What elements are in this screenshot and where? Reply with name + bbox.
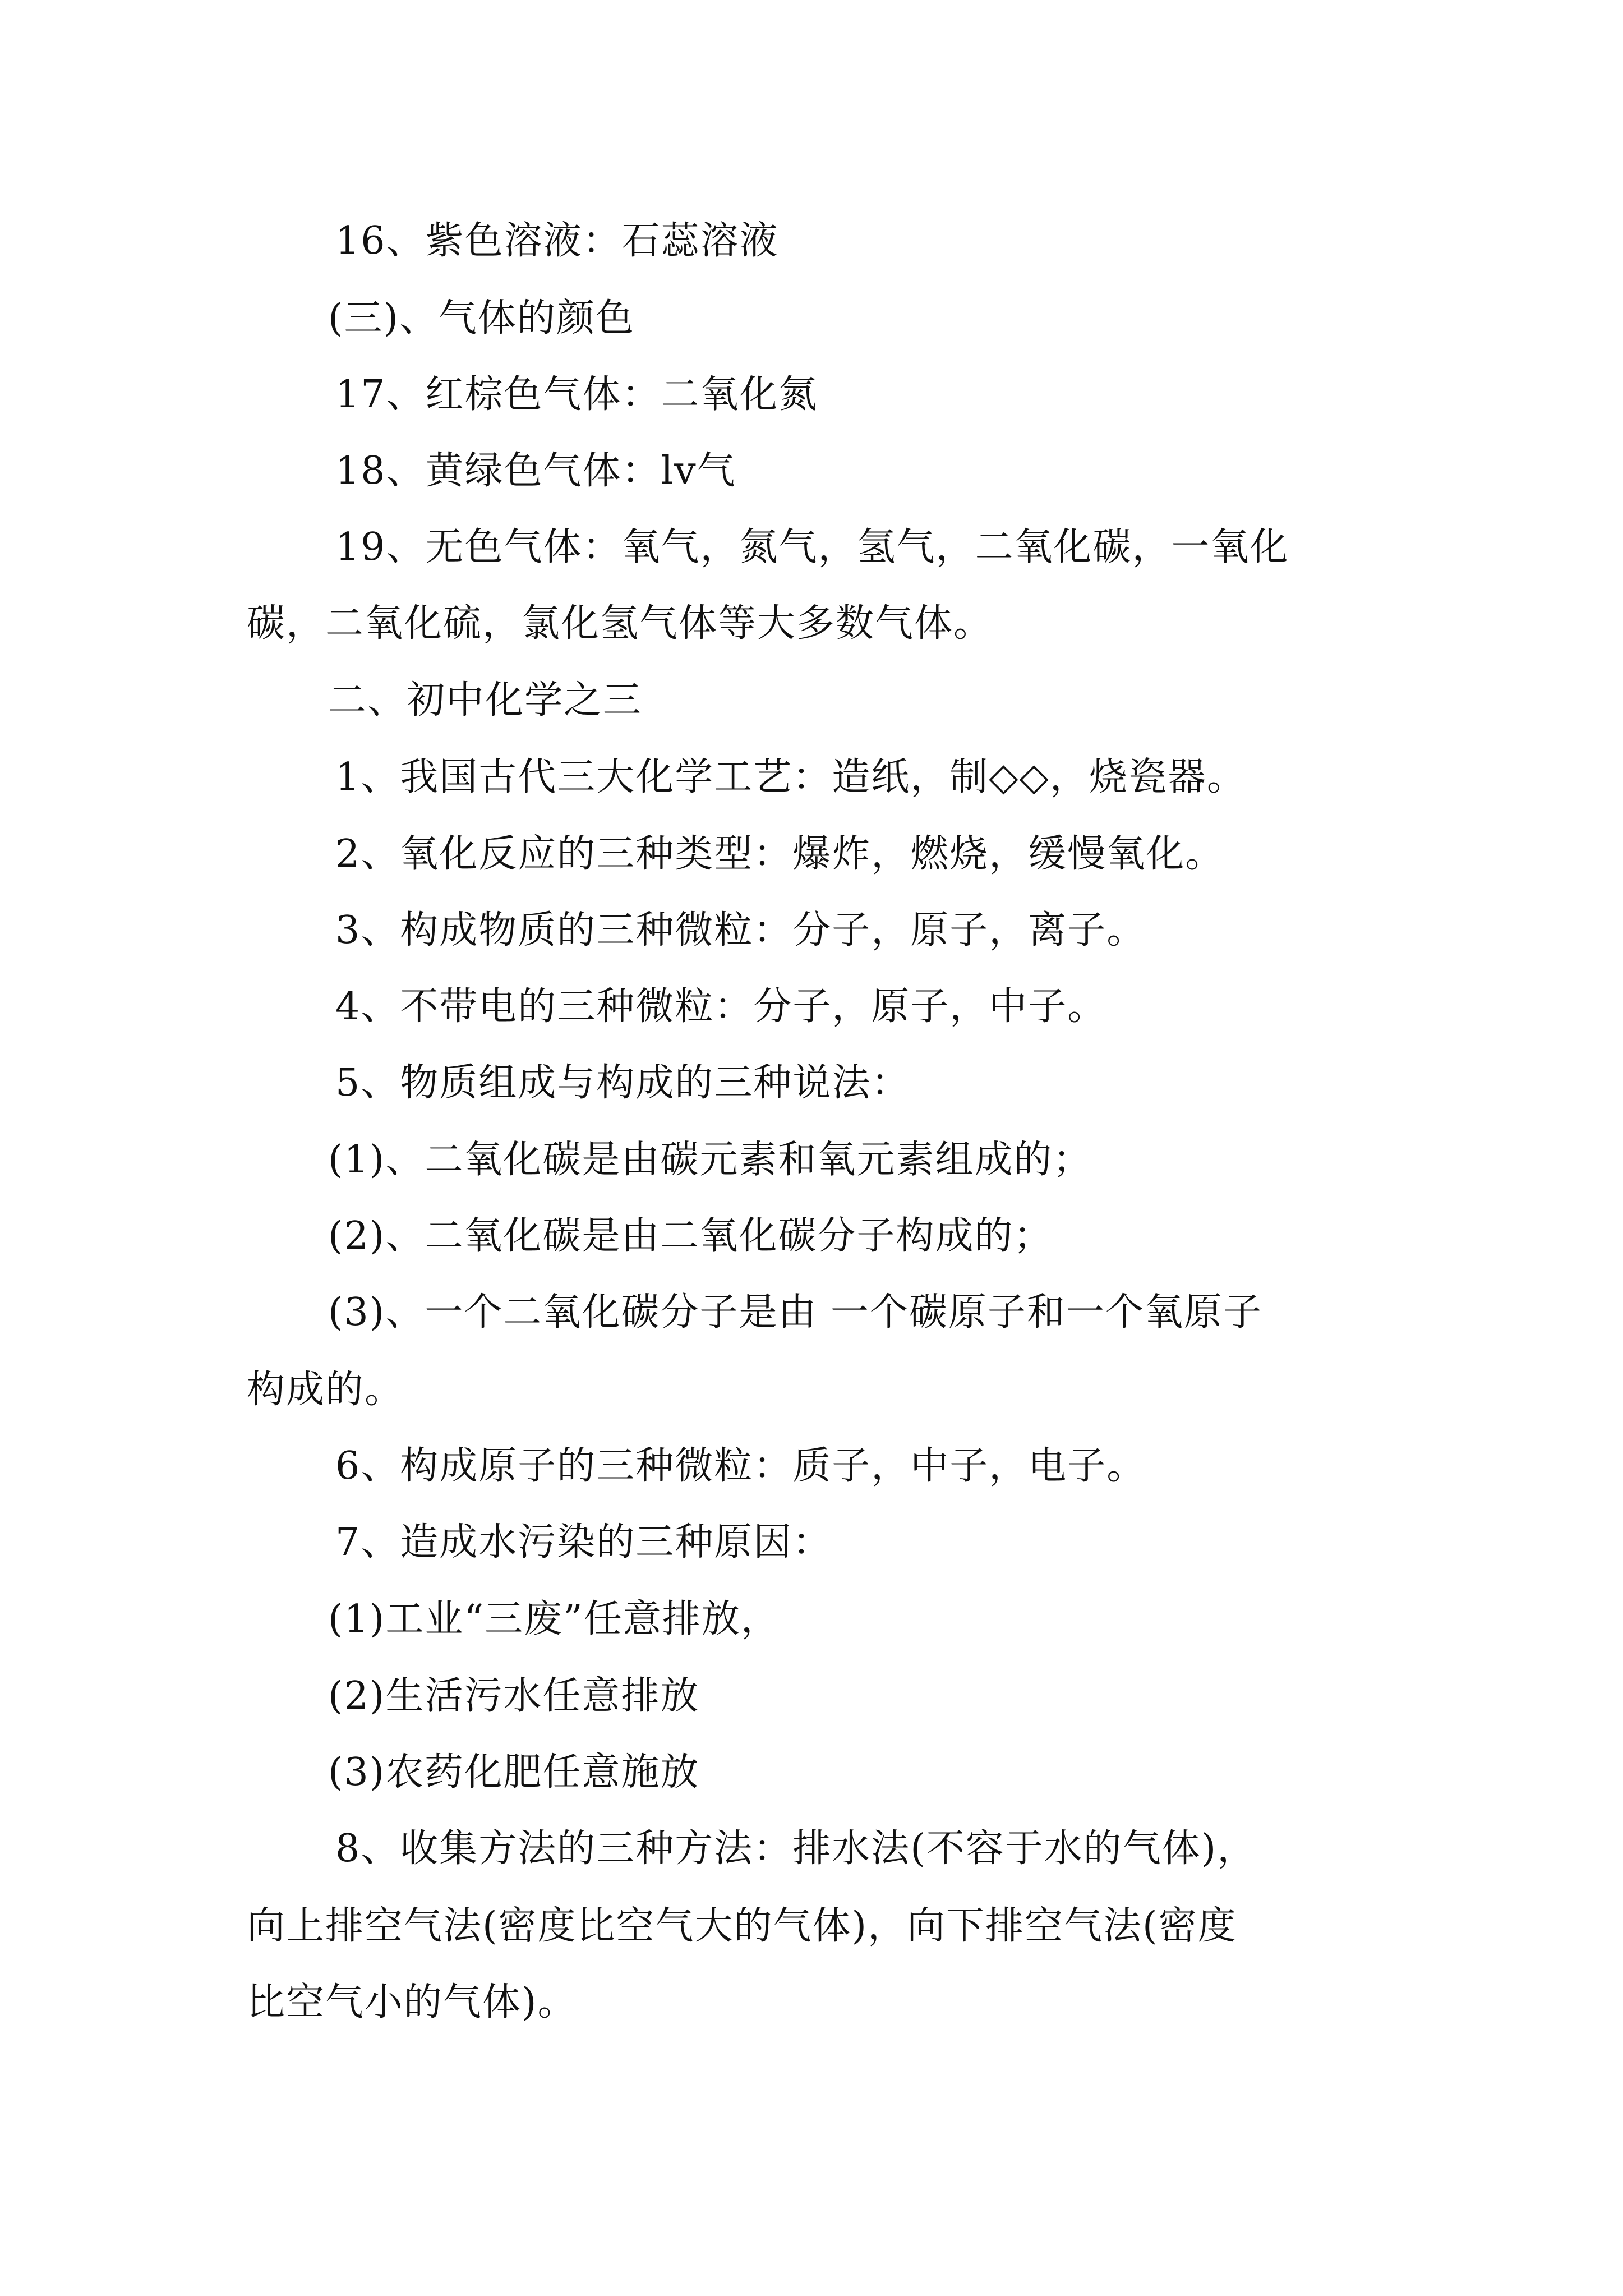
text-line: 碳，二氧化硫，氯化氢气体等大多数气体。 xyxy=(247,601,993,646)
text-line: (2)、二氧化碳是由二氧化碳分子构成的； xyxy=(328,1214,1053,1258)
text-line: 比空气小的气体)。 xyxy=(247,1980,577,2024)
text-line: 1、我国古代三大化学工艺：造纸，制◇◇，烧瓷器。 xyxy=(335,755,1246,799)
text-line: (3)、一个二氧化碳分子是由 一个碳原子和一个氧原子 xyxy=(328,1290,1262,1335)
text-line: 17、红棕色气体：二氧化氮 xyxy=(335,372,818,417)
section-heading: (三)、气体的颜色 xyxy=(328,296,635,341)
text-line: (1)、二氧化碳是由碳元素和氧元素组成的； xyxy=(328,1138,1092,1182)
text-line: 4、不带电的三种微粒：分子，原子，中子。 xyxy=(335,984,1107,1029)
text-line: 19、无色气体：氧气，氮气，氢气，二氧化碳，一氧化 xyxy=(335,525,1289,569)
text-line: (2)生活污水任意排放 xyxy=(328,1674,700,1718)
text-line: 7、造成水污染的三种原因： xyxy=(335,1520,832,1565)
text-line: 6、构成原子的三种微粒：质子，中子，电子。 xyxy=(335,1444,1146,1488)
text-line: (3)农药化肥任意施放 xyxy=(328,1750,700,1795)
text-line: 构成的。 xyxy=(247,1368,404,1412)
text-line: 18、黄绿色气体：lv气 xyxy=(335,449,736,493)
section-heading: 二、初中化学之三 xyxy=(328,678,643,723)
text-line: 3、构成物质的三种微粒：分子，原子，离子。 xyxy=(335,908,1146,953)
text-line: 2、氧化反应的三种类型：爆炸，燃烧，缓慢氧化。 xyxy=(335,832,1225,876)
text-line: 8、收集方法的三种方法：排水法(不容于水的气体)， xyxy=(335,1826,1257,1871)
text-line: 5、物质组成与构成的三种说法： xyxy=(335,1061,911,1105)
text-line: 向上排空气法(密度比空气大的气体)，向下排空气法(密度 xyxy=(247,1904,1237,1948)
text-line: 16、紫色溶液：石蕊溶液 xyxy=(335,219,779,263)
text-line: (1)工业“三废”任意排放， xyxy=(328,1597,780,1641)
